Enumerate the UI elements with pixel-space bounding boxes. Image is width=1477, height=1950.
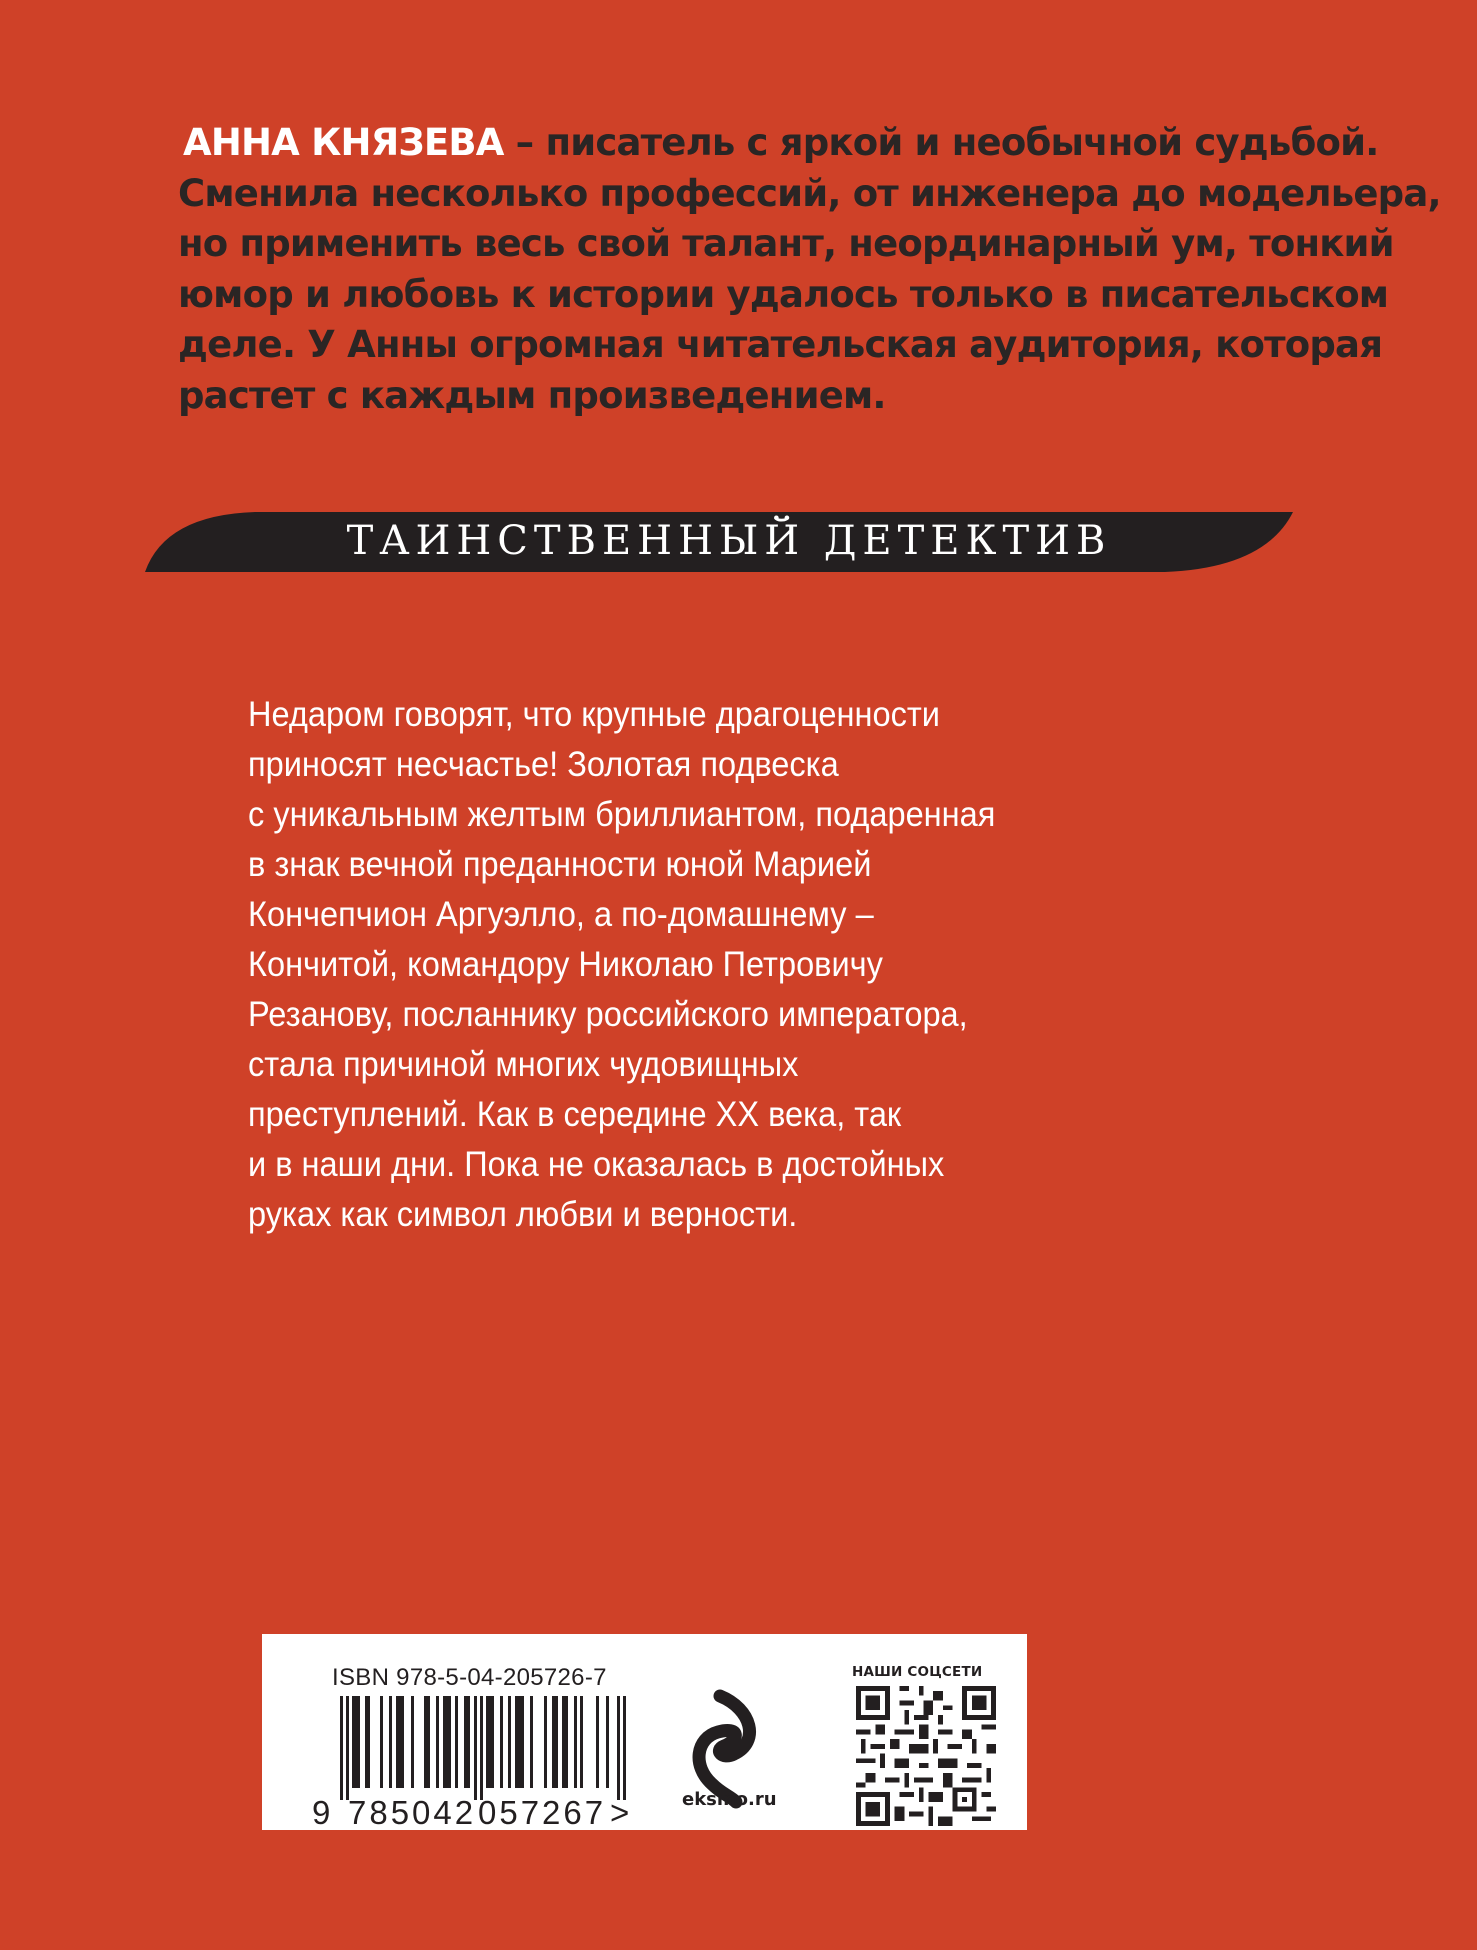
annotation-line: в знак вечной преданности юной Марией	[248, 845, 872, 884]
author-name: АННА КНЯЗЕВА	[183, 121, 504, 164]
publisher-site: eksmo.ru	[682, 1789, 777, 1810]
qr-code-icon	[852, 1686, 1000, 1826]
author-bio-line: растет с каждым произведением.	[178, 373, 886, 417]
annotation-line: Кончитой, командору Николаю Петровичу	[248, 945, 883, 984]
genre-label: ТАИНСТВЕННЫЙ ДЕТЕКТИВ	[346, 518, 1112, 564]
author-bio-line: но применить весь свой талант, неординарный ум, тонкий	[178, 222, 1394, 265]
annotation-line: и в наши дни. Пока не оказалась в достойных	[248, 1145, 945, 1184]
author-bio	[178, 118, 1441, 421]
annotation-line: приносят несчастье! Золотая подвеска	[248, 745, 839, 784]
barcode-digit-group: 057267	[478, 1794, 607, 1831]
social-label: НАШИ СОЦСЕТИ	[852, 1664, 983, 1680]
author-bio-first-line	[178, 118, 1379, 169]
annotation-line: преступлений. Как в середине XX века, так	[248, 1095, 902, 1134]
genre-banner	[145, 510, 1293, 572]
barcode-digit-group: 785042	[348, 1794, 477, 1831]
annotation-line: Недаром говорят, что крупные драгоценности	[248, 695, 940, 734]
annotation-line: руках как символ любви и верности.	[248, 1195, 798, 1234]
annotation-line: Кончепчион Аргуэлло, а по-домашнему –	[248, 895, 874, 934]
info-box	[262, 1634, 1027, 1830]
author-bio-line: деле. У Анны огромная читательская аудитория, которая	[178, 323, 1383, 366]
barcode-arrow: >	[610, 1794, 630, 1831]
isbn: ISBN 978-5-04-205726-7	[332, 1664, 607, 1691]
annotation-line: Резанову, посланнику российского императора,	[248, 995, 968, 1034]
annotation-line: с уникальным желтым бриллиантом, подаренная	[248, 795, 996, 834]
annotation-line: стала причиной многих чудовищных	[248, 1045, 799, 1084]
author-bio-line: Сменила несколько профессий, от инженера до модельера,	[178, 171, 1441, 215]
barcode-digit-first: 9	[312, 1794, 331, 1831]
barcode-digits	[312, 1794, 629, 1832]
barcode-icon	[340, 1696, 630, 1800]
book-annotation	[248, 690, 1248, 1240]
author-bio-line: юмор и любовь к истории удалось только в писательском	[178, 272, 1389, 316]
author-bio-text: – писатель с яркой и необычной судьбой.	[503, 121, 1379, 164]
